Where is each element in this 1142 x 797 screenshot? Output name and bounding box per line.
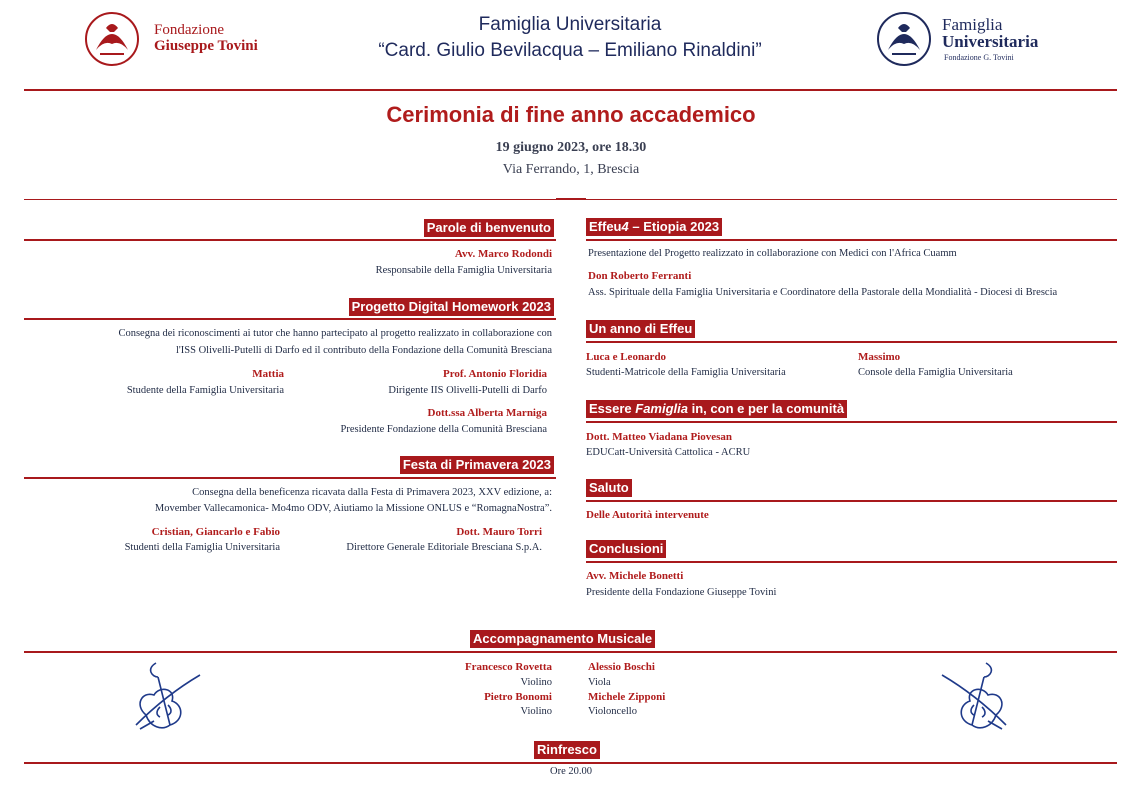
event-date: 19 giugno 2023, ore 18.30 xyxy=(495,140,647,155)
famiglia-heading-pre: Essere xyxy=(589,401,636,416)
center-tick xyxy=(556,198,586,200)
anno-person2-name: Massimo xyxy=(858,351,901,363)
digital-person2-role: Dirigente IIS Olivelli-Putelli di Darfo xyxy=(388,385,547,396)
section-heading-primavera: Festa di Primavera 2023 xyxy=(400,456,554,474)
famiglia-logo xyxy=(876,10,1076,68)
musician3-name: Pietro Bonomi xyxy=(484,691,552,703)
benvenuto-role: Responsabile della Famiglia Universitaria xyxy=(375,265,552,276)
famiglia-heading-em: Famiglia xyxy=(635,401,689,416)
section-heading-saluto: Saluto xyxy=(586,479,632,497)
famiglia-line1: Famiglia xyxy=(942,15,1003,34)
musician3-instrument: Violino xyxy=(520,706,552,717)
header-divider xyxy=(24,89,1117,91)
benvenuto-name: Avv. Marco Rodondi xyxy=(454,248,552,260)
tovini-line2: Giuseppe Tovini xyxy=(154,38,258,54)
pelican-emblem-icon xyxy=(84,10,140,68)
musician1-name: Francesco Rovetta xyxy=(464,661,552,673)
tovini-line1: Fondazione xyxy=(154,22,224,38)
etiopia-name: Don Roberto Ferranti xyxy=(588,270,692,282)
digital-person2-name: Prof. Antonio Floridia xyxy=(443,368,547,380)
section-rule-benvenuto xyxy=(24,239,556,241)
famiglia-line3: Fondazione G. Tovini xyxy=(944,53,1014,62)
section-heading-anno: Un anno di Effeu xyxy=(586,320,695,338)
section-rule-rinfresco xyxy=(24,762,1117,764)
section-rule-conclusioni xyxy=(586,561,1117,563)
famiglia-role: EDUCatt-Università Cattolica - ACRU xyxy=(586,447,751,458)
digital-desc-line2: l'ISS Olivelli-Putelli di Darfo ed il contributo della Fondazione della Comunità Bresciana xyxy=(175,345,552,356)
section-heading-music: Accompagnamento Musicale xyxy=(470,630,655,648)
digital-person3-role: Presidente Fondazione della Comunità Bresciana xyxy=(340,424,547,435)
musician4-instrument: Violoncello xyxy=(588,706,637,717)
section-rule-etiopia xyxy=(586,239,1117,241)
section-heading-rinfresco: Rinfresco xyxy=(534,741,600,759)
anno-person1-role: Studenti-Matricole della Famiglia Universitaria xyxy=(586,367,786,378)
violin-icon xyxy=(936,655,1016,737)
famiglia-line2: Universitaria xyxy=(942,32,1039,51)
header-title-line1: Famiglia Universitaria xyxy=(478,14,662,35)
famiglia-heading-post: in, con e per la comunità xyxy=(688,401,845,416)
anno-person2-role: Console della Famiglia Universitaria xyxy=(858,367,1013,378)
section-rule-digital xyxy=(24,318,556,320)
famiglia-name: Dott. Matteo Viadana Piovesan xyxy=(586,431,733,443)
violin-icon xyxy=(126,655,206,737)
musician2-name: Alessio Boschi xyxy=(588,661,655,673)
section-rule-famiglia xyxy=(586,421,1117,423)
etiopia-role: Ass. Spirituale della Famiglia Universitaria e Coordinatore della Pastorale della Mondialità - Diocesi di Brescia xyxy=(588,287,1058,298)
pelican-emblem-icon xyxy=(876,10,932,68)
conclusioni-role: Presidente della Fondazione Giuseppe Tovini xyxy=(586,587,777,598)
primavera-desc-line1: Consegna della beneficenza ricavata dalla Festa di Primavera 2023, XXV edizione, a: xyxy=(192,487,552,498)
section-rule-anno xyxy=(586,341,1117,343)
etiopia-heading-num: 4 xyxy=(621,219,629,234)
saluto-name: Delle Autorità intervenute xyxy=(586,509,709,521)
digital-person1-role: Studente della Famiglia Universitaria xyxy=(126,385,284,396)
section-heading-famiglia xyxy=(586,400,847,418)
digital-person1-name: Mattia xyxy=(252,368,284,380)
etiopia-heading-post: – Etiopia 2023 xyxy=(628,219,720,234)
header-title-line2: “Card. Giulio Bevilacqua – Emiliano Rinaldini” xyxy=(378,40,762,61)
etiopia-heading-pre: Effeu xyxy=(589,219,622,234)
digital-desc-line1: Consegna dei riconoscimenti ai tutor che hanno partecipato al progetto realizzato in collaborazione con xyxy=(118,328,552,339)
primavera-person1-name: Cristian, Giancarlo e Fabio xyxy=(151,526,280,538)
section-rule-primavera xyxy=(24,477,556,479)
section-heading-etiopia xyxy=(586,218,722,236)
section-rule-music xyxy=(24,651,1117,653)
tovini-logo xyxy=(84,10,284,68)
musician1-instrument: Violino xyxy=(520,677,552,688)
section-heading-digital: Progetto Digital Homework 2023 xyxy=(349,298,554,316)
section-rule-saluto xyxy=(586,500,1117,502)
rinfresco-time: Ore 20.00 xyxy=(550,766,592,777)
event-title: Cerimonia di fine anno accademico xyxy=(386,102,756,127)
primavera-person2-role: Direttore Generale Editoriale Bresciana S.p.A. xyxy=(346,542,542,553)
musician4-name: Michele Zipponi xyxy=(588,691,666,703)
musician2-instrument: Viola xyxy=(588,677,611,688)
digital-person3-name: Dott.ssa Alberta Marniga xyxy=(427,407,547,419)
conclusioni-name: Avv. Michele Bonetti xyxy=(586,570,684,582)
etiopia-desc: Presentazione del Progetto realizzato in collaborazione con Medici con l'Africa Cuamm xyxy=(588,248,957,259)
primavera-person1-role: Studenti della Famiglia Universitaria xyxy=(124,542,280,553)
event-place: Via Ferrando, 1, Brescia xyxy=(502,162,640,177)
primavera-person2-name: Dott. Mauro Torri xyxy=(456,526,542,538)
section-heading-conclusioni: Conclusioni xyxy=(586,540,666,558)
anno-person1-name: Luca e Leonardo xyxy=(586,351,667,363)
section-heading-benvenuto: Parole di benvenuto xyxy=(424,219,554,237)
primavera-desc-line2: Movember Vallecamonica- Mo4mo ODV, Aiutiamo la Missione ONLUS e “RomagnaNostra”. xyxy=(154,503,552,514)
